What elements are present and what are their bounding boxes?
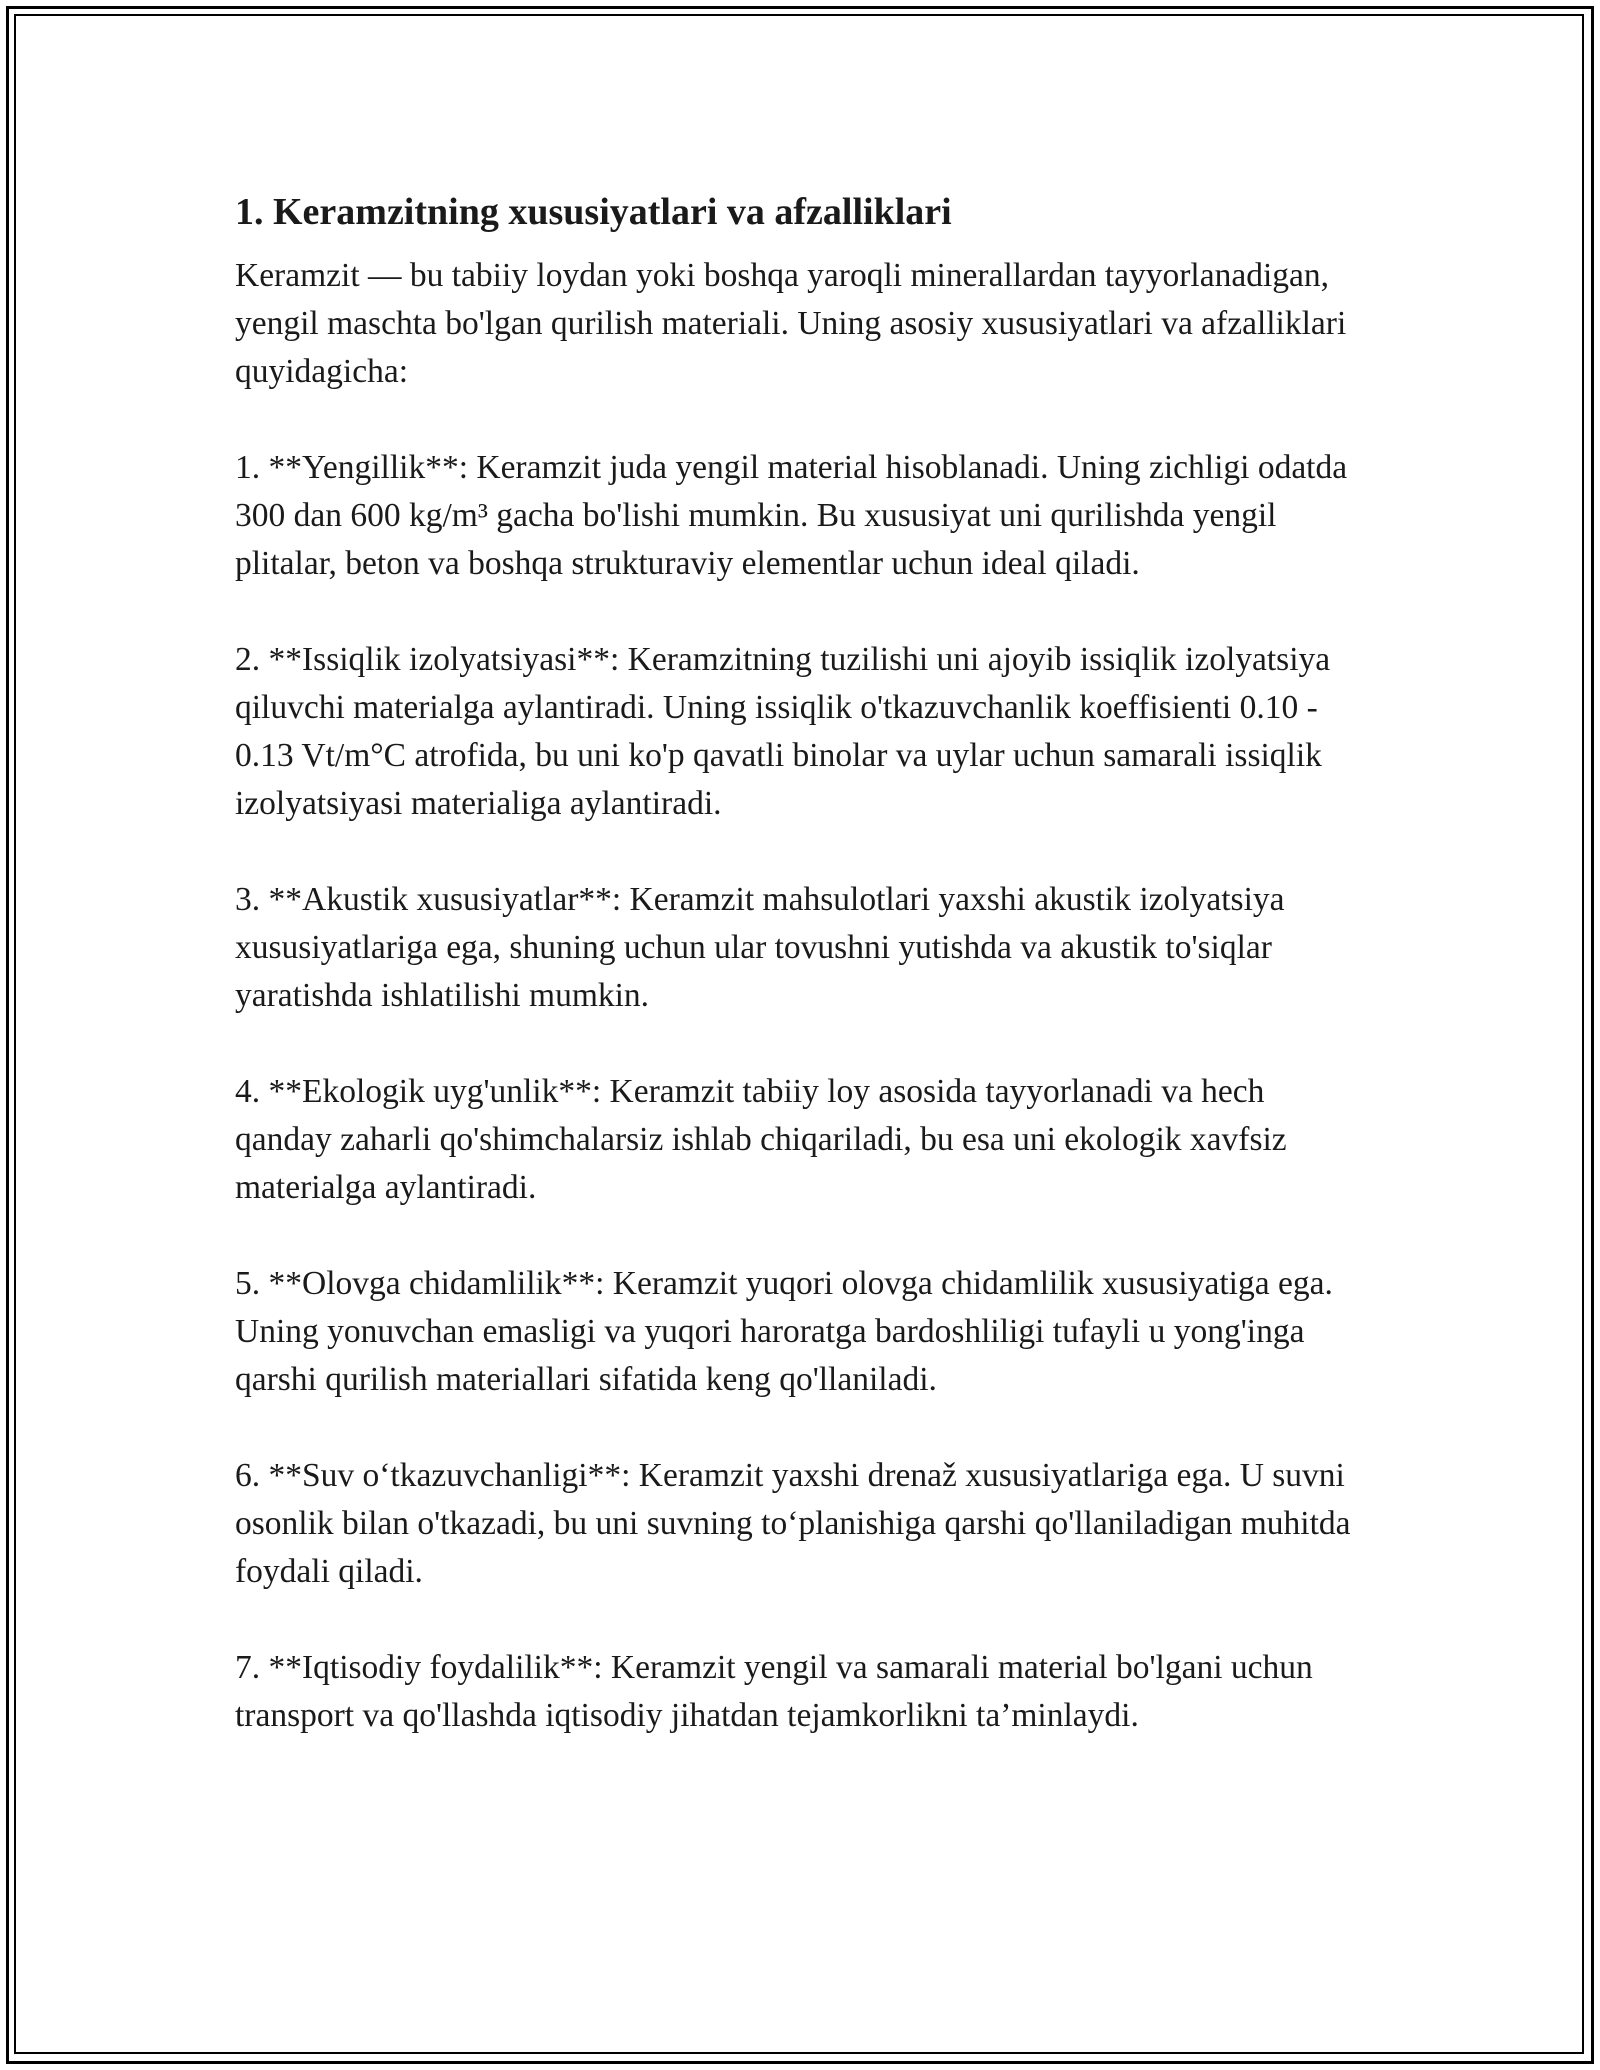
list-item-ekologik-uygunlik: 4. **Ekologik uyg'unlik**: Keramzit tabiiy loy asosida tayyorlanadi va hech qanday zaharli qo'shimchalarsiz ishlab chiqariladi, bu esa uni ekologik xavfsiz materialga aylantiradi.: [235, 1073, 1287, 1206]
intro-paragraph: Keramzit — bu tabiiy loydan yoki boshqa yaroqli minerallardan tayyorlanadigan, yengil maschta bo'lgan qurilish materiali. Uning asosiy xususiyatlari va afzalliklari quyidagicha:: [235, 257, 1347, 390]
list-item-yengillik: 1. **Yengillik**: Keramzit juda yengil material hisoblanadi. Uning zichligi odatda 300 dan 600 kg/m³ gacha bo'lishi mumkin. Bu xususiyat uni qurilishda yengil plitalar, beton va boshqa strukturaviy elementlar uchun ideal qiladi.: [235, 449, 1348, 582]
list-item-suv-otkazuvchanligi: 6. **Suv o‘tkazuvchanligi**: Keramzit yaxshi drenaž xususiyatlariga ega. U suvni osonlik bilan o'tkazadi, bu uni suvning to‘planishiga qarshi qo'llaniladigan muhitda foydali qiladi.: [235, 1457, 1351, 1590]
document-body: [235, 184, 1365, 1740]
list-item-issiqlik-izolyatsiyasi: 2. **Issiqlik izolyatsiyasi**: Keramzitning tuzilishi uni ajoyib issiqlik izolyatsiya qiluvchi materialga aylantiradi. Uning issiqlik o'tkazuvchanlik koeffisienti 0.10 - 0.13 Vt/m°C atrofida, bu uni ko'p qavatli binolar va uylar uchun samarali issiqlik izolyatsiyasi materialiga aylantiradi.: [235, 641, 1331, 822]
list-item-olovga-chidamlilik: 5. **Olovga chidamlilik**: Keramzit yuqori olovga chidamlilik xususiyatiga ega. Uning yonuvchan emasligi va yuqori haroratga bardoshliligi tufayli u yong'inga qarshi qurilish materiallari sifatida keng qo'llaniladi.: [235, 1265, 1333, 1398]
list-item-iqtisodiy-foydalilik: 7. **Iqtisodiy foydalilik**: Keramzit yengil va samarali material bo'lgani uchun transport va qo'llashda iqtisodiy jihatdan tejamkorlikni ta’minlaydi.: [235, 1649, 1313, 1734]
document-title: 1. Keramzitning xususiyatlari va afzalliklari: [235, 191, 952, 233]
list-item-akustik-xususiyatlar: 3. **Akustik xususiyatlar**: Keramzit mahsulotlari yaxshi akustik izolyatsiya xususiyatlariga ega, shuning uchun ular tovushni yutishda va akustik to'siqlar yaratishda ishlatilishi mumkin.: [235, 881, 1285, 1014]
